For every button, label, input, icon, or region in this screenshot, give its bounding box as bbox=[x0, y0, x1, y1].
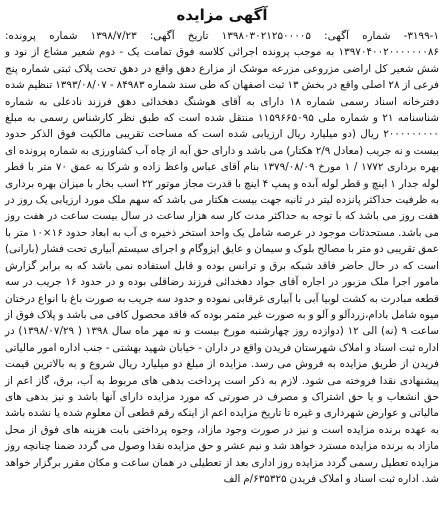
notice-body: ۳۱۹۹-۱- شماره آگهی: ۱۳۹۸۰۳۰۲۱۲۵۰۰۰۰۵ تاریخ آگهی: ۱۳۹۸/۷/۲۳ شماره پرونده: ۱۳۹۷۰۴۰۰۲۰۰۰۰۰۰۰۸۶ به موجب پرونده اجرائی کلاسه فوق تمامت یک - دوم شعیر مشاع از نود و شش شعیر کل اراضی مزروعی مزرعه موشک از مزارع دهق واقع در دهق تحت پلاک ثبتی شماره پنج فرعی از ۲۸ اصلی واقع در بخش ۱۳ ثبت اصفهان که طی سند شماره ۸۴۹۸۳ - ۱۳۹۳/۰۸/۰۷ تنظیم شده دفترخانه اسناد رسمی شماره ۱۸ دارای به آقای هوشنگ دهخدائی دهق فرزند نادعلی به شماره شناسنامه ۲۱ و شماره ملی ۱۱۵۹۶۶۵۰۹۵ منتقل شده است که طبق نظر کارشناس رسمی به مبلغ ۲۰۰۰۰۰۰۰۰۰ ریال (دو میلیارد ریال ارزیابی شده است که مساحت تقریبی مالکیت فوق الذکر حدود بیست و نه جریب (معادل ۲/۹ هکتار) می باشد و دارای حق آبه از چاه آب کشاورزی به شماره پرونده ای بهره برداری ۱۷۷۲ / ۱ مورخ ۱۳۷۹/۰۸/۰۹ بنام آقای عباس واعظ زاده و شرکا به عمق ۷۰ متر با قطر لوله جدار ۱ اینچ و قطر لوله آبده و پمپ ۴ اینچ با قدرت مجاز موتور ۲۲ اسب بخار با میزان بهره برداری به ظرفیت حداکثر پانزده لیتر در ثانیه جهت بیست هکتار می باشد که سهم ملک مورد ارزیابی یک روز در هفت روز می باشد که با توجه به حداکثر مدت کار سه هزار ساعت در سال بیست ساعت در هفت روز می باشد. مستحدثات موجود در عرصه شامل یک واحد استخر ذخیره ی آب به ابعاد حدود ۱۶×۱۰ متر با عمق تقریبی دو متر با مصالح بلوک و سیمان و عایق ایزوگام و اجرای سیستم آبیاری تحت فشار (بارانی) است که در حال حاضر فاقد شبکه برق و ترانس بوده و قابل استفاده نمی باشد که به برابر گزارش مامور اجرا ملک مزبور در اجاره آقای جواد دهخدائی فرزند رضاقلی بوده و در حدود ۱۶ جریب در سه قطعه مبادرت به کشت لوبیا آبی با آبیاری غرقابی نموده و حدود سه جریب به صورت باغ با انواع درختان میوه شامل بادام،زردآلو و آلو و به صورت غیر مثمر بوده که فاقد محصول کافی می باشد و پلاک فوق از ساعت ۹ (نه) الی ۱۲ (دوازده روز چهارشنبه مورخ بیست و نه مهر ماه سال ۱۳۹۸ ( ۱۳۹۸/۰۷/۲۹) در اداره ثبت اسناد و املاک شهرستان فریدن واقع در داران - خیابان شهید بهشتی - جنب اداره امور مالیاتی فریدن از طریق مزایده به فروش می رسد. مزایده از مبلغ دو میلیارد ریال شروع و به بالاترین قیمت پیشنهادی نقدا فروخته می شود. لازم به ذکر است پرداخت بدهی های مربوط به آب، برق، گاز اعم از حق انشعاب و یا حق اشتراک و مصرف در صورتی که مورد مزایده دارای آنها باشد و نیز بدهی های مالیاتی و عوارض شهرداری و غیره تا تاریخ مزایده اعم از اینکه رقم قطعی آن معلوم شده یا نشده باشد به عهده برنده مزایده است و نیز در صورت وجود مازاد، وجوه پرداختی بابت هزینه های فوق از محل مازاد به برنده مزایده مسترد خواهد شد و نیم عشر و حق مزایده نقدا وصول می گردد ضمنا چنانچه روز مزایده تعطیل رسمی گردد مزایده روز اداری بعد از تعطیلی در همان ساعت و مکان مقرر برگزار خواهد شد. اداره ثبت اسناد و املاک فریدن ۶۳۵۳۲۵/م الف bbox=[5, 30, 440, 485]
notice-title: آگهی مزایده bbox=[176, 6, 268, 24]
